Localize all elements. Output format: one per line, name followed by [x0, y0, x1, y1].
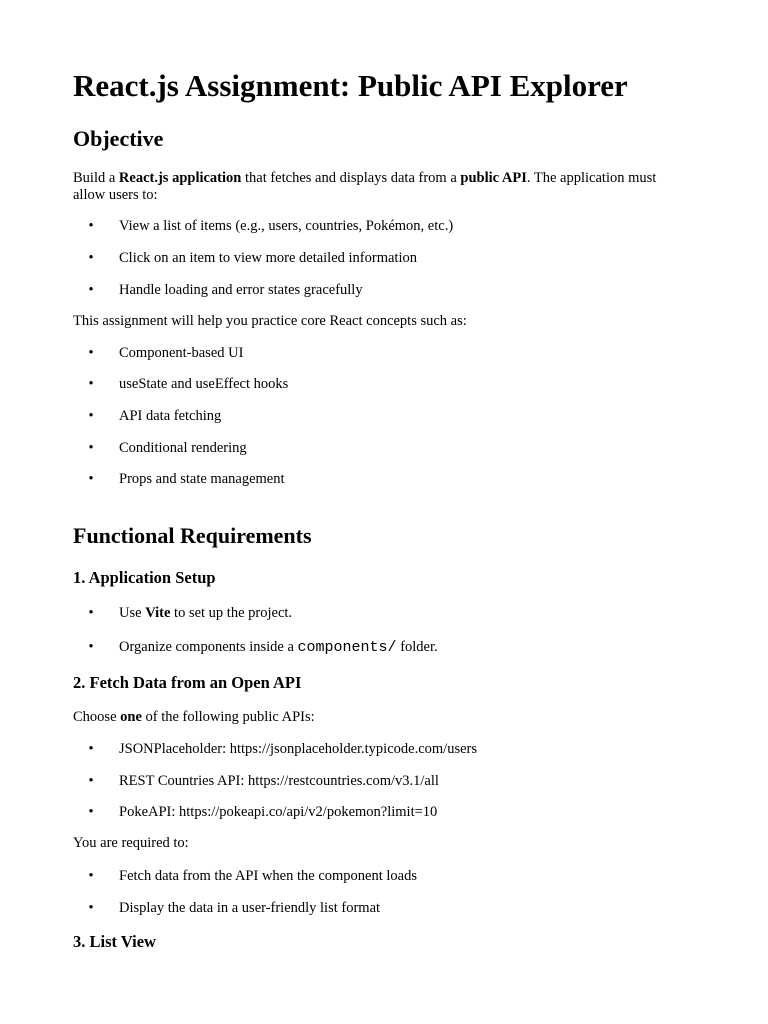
- document-title: React.js Assignment: Public API Explorer: [73, 68, 628, 103]
- bullet: •: [88, 408, 94, 424]
- bullet: •: [88, 376, 94, 392]
- list-view-heading: 3. List View: [73, 932, 156, 951]
- bullet: •: [88, 440, 94, 456]
- bullet: •: [88, 773, 94, 789]
- bullet: •: [88, 900, 94, 916]
- objective-intro: Build a React.js application that fetches and displays data from a public API. The application must allow users to:: [73, 170, 657, 203]
- bullet: •: [88, 868, 94, 884]
- bullet: •: [88, 471, 94, 487]
- bullet: •: [88, 639, 94, 655]
- bullet: •: [88, 250, 94, 266]
- vite-emphasis: Vite: [145, 605, 171, 621]
- required-intro: You are required to:: [73, 835, 189, 851]
- bullet: •: [88, 282, 94, 298]
- bullet: •: [88, 218, 94, 234]
- public-api-emphasis: public API: [460, 170, 527, 186]
- bullet: •: [88, 741, 94, 757]
- objective-heading: Objective: [73, 126, 164, 151]
- functional-requirements-heading: Functional Requirements: [73, 523, 312, 548]
- practice-intro: This assignment will help you practice core React concepts such as:: [73, 313, 467, 329]
- bullet: •: [88, 605, 94, 621]
- setup-heading: 1. Application Setup: [73, 568, 216, 587]
- components-folder-code: components/: [297, 639, 397, 656]
- fetch-heading: 2. Fetch Data from an Open API: [73, 673, 302, 692]
- react-app-emphasis: React.js application: [118, 170, 242, 186]
- bullet: •: [88, 345, 94, 361]
- one-emphasis: one: [120, 709, 142, 725]
- choose-api-text: Choose one of the following public APIs:: [73, 709, 315, 725]
- bullet: •: [88, 804, 94, 820]
